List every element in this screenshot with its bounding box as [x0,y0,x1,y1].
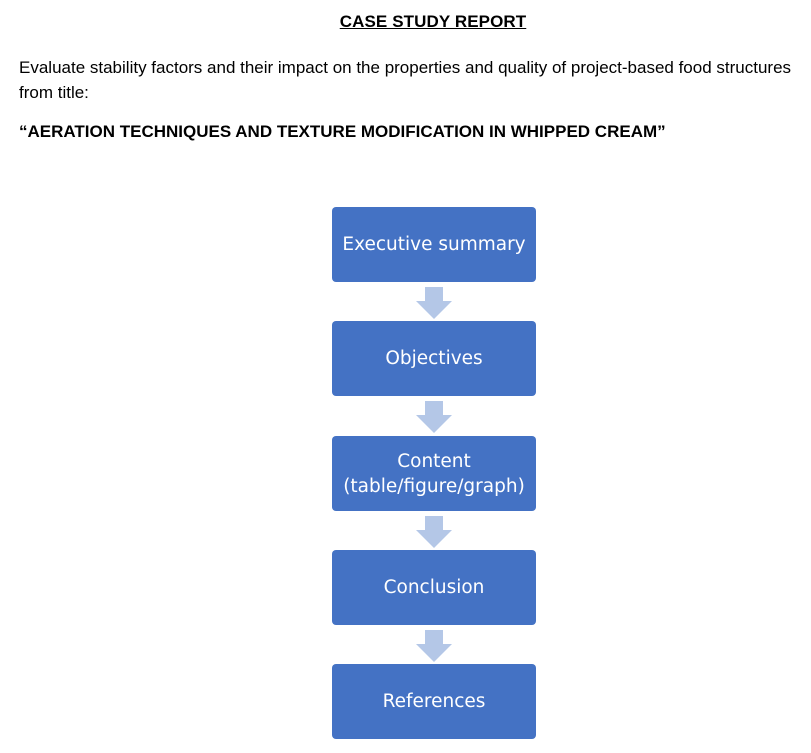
report-heading: CASE STUDY REPORT [339,12,527,31]
step-executive-summary [332,207,536,282]
step-content [332,436,536,511]
report-subject: “AERATION TECHNIQUES AND TEXTURE MODIFICATION IN WHIPPED CREAM” [19,122,666,141]
report-structure-flowchart [332,207,536,741]
step-conclusion [332,550,536,625]
step-label: Objectives [385,348,483,369]
step-label: Conclusion [383,577,485,598]
intro-paragraph: Evaluate stability factors and their impact on the properties and quality of project-based food structures from title: [19,58,792,102]
step-label: Content (table/figure/graph) [343,450,525,497]
down-arrow-icon [416,287,452,319]
step-label: Executive summary [342,234,526,255]
down-arrow-icon [416,401,452,433]
down-arrow-icon [416,630,452,662]
step-objectives [332,321,536,396]
step-label: References [382,691,486,712]
step-references [332,664,536,739]
down-arrow-icon [416,516,452,548]
